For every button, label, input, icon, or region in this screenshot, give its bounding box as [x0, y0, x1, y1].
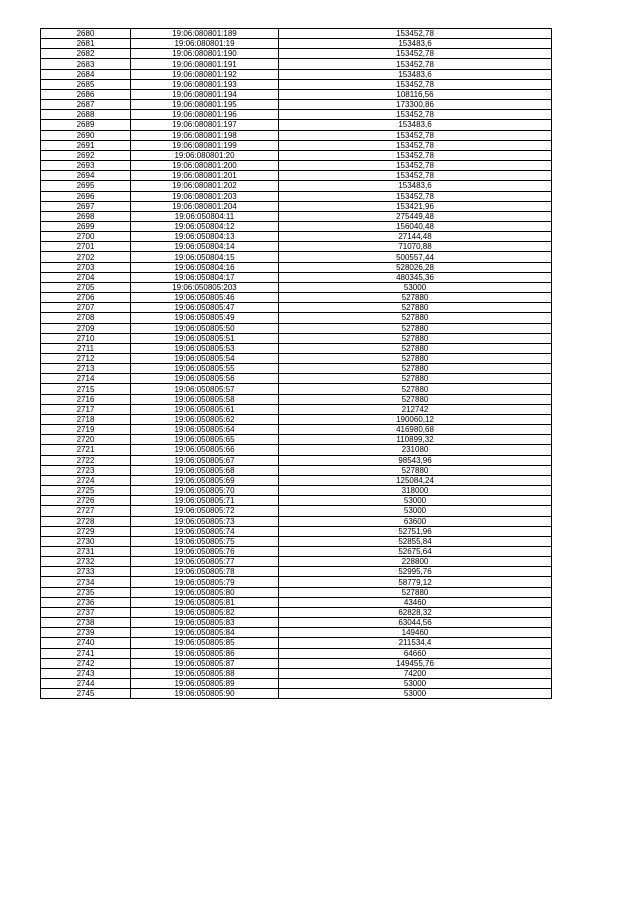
cadastral-number-cell: 19:06:050805:74 [131, 526, 279, 536]
cadastral-number-cell: 19:06:080801:202 [131, 181, 279, 191]
row-number-cell: 2735 [41, 587, 131, 597]
value-cell: 71070,88 [279, 242, 552, 252]
row-number-cell: 2720 [41, 435, 131, 445]
cadastral-number-cell: 19:06:050805:77 [131, 557, 279, 567]
value-cell: 231080 [279, 445, 552, 455]
table-row [41, 384, 552, 394]
value-cell: 153483,6 [279, 120, 552, 130]
row-number-cell: 2696 [41, 191, 131, 201]
value-cell: 527880 [279, 364, 552, 374]
cadastral-number-cell: 19:06:050805:65 [131, 435, 279, 445]
cadastral-number-cell: 19:06:080801:203 [131, 191, 279, 201]
value-cell: 52751,96 [279, 526, 552, 536]
table-row [41, 69, 552, 79]
row-number-cell: 2722 [41, 455, 131, 465]
value-cell: 64660 [279, 648, 552, 658]
table-row [41, 435, 552, 445]
row-number-cell: 2713 [41, 364, 131, 374]
table-body [41, 29, 552, 699]
table-row [41, 333, 552, 343]
value-cell: 153452,78 [279, 191, 552, 201]
table-row [41, 404, 552, 414]
cadastral-number-cell: 19:06:050805:56 [131, 374, 279, 384]
row-number-cell: 2744 [41, 679, 131, 689]
cadastral-number-cell: 19:06:050805:90 [131, 689, 279, 699]
row-number-cell: 2736 [41, 597, 131, 607]
row-number-cell: 2743 [41, 668, 131, 678]
row-number-cell: 2738 [41, 618, 131, 628]
table-row [41, 89, 552, 99]
cadastral-number-cell: 19:06:050805:46 [131, 293, 279, 303]
table-row [41, 455, 552, 465]
row-number-cell: 2692 [41, 150, 131, 160]
value-cell: 153483,6 [279, 39, 552, 49]
cadastral-number-cell: 19:06:050805:82 [131, 607, 279, 617]
row-number-cell: 2714 [41, 374, 131, 384]
cadastral-number-cell: 19:06:080801:199 [131, 140, 279, 150]
cadastral-number-cell: 19:06:050805:79 [131, 577, 279, 587]
value-cell: 153452,78 [279, 110, 552, 120]
value-cell: 153452,78 [279, 79, 552, 89]
table-row [41, 313, 552, 323]
row-number-cell: 2682 [41, 49, 131, 59]
value-cell: 527880 [279, 394, 552, 404]
row-number-cell: 2708 [41, 313, 131, 323]
row-number-cell: 2691 [41, 140, 131, 150]
table-row [41, 201, 552, 211]
row-number-cell: 2724 [41, 475, 131, 485]
table-row [41, 211, 552, 221]
table-row [41, 242, 552, 252]
row-number-cell: 2681 [41, 39, 131, 49]
row-number-cell: 2717 [41, 404, 131, 414]
value-cell: 527880 [279, 313, 552, 323]
row-number-cell: 2698 [41, 211, 131, 221]
row-number-cell: 2690 [41, 130, 131, 140]
table-row [41, 140, 552, 150]
table-row [41, 232, 552, 242]
row-number-cell: 2701 [41, 242, 131, 252]
cadastral-number-cell: 19:06:050805:85 [131, 638, 279, 648]
value-cell: 74200 [279, 668, 552, 678]
table-row [41, 648, 552, 658]
cadastral-number-cell: 19:06:080801:201 [131, 171, 279, 181]
cadastral-number-cell: 19:06:080801:189 [131, 29, 279, 39]
row-number-cell: 2729 [41, 526, 131, 536]
row-number-cell: 2737 [41, 607, 131, 617]
row-number-cell: 2687 [41, 100, 131, 110]
row-number-cell: 2695 [41, 181, 131, 191]
table-row [41, 506, 552, 516]
value-cell: 149455,76 [279, 658, 552, 668]
cadastral-number-cell: 19:06:050804:14 [131, 242, 279, 252]
row-number-cell: 2683 [41, 59, 131, 69]
table-row [41, 150, 552, 160]
row-number-cell: 2719 [41, 425, 131, 435]
table-row [41, 496, 552, 506]
cadastral-number-cell: 19:06:050805:83 [131, 618, 279, 628]
value-cell: 149460 [279, 628, 552, 638]
cadastral-number-cell: 19:06:050805:80 [131, 587, 279, 597]
row-number-cell: 2689 [41, 120, 131, 130]
cadastral-number-cell: 19:06:050805:72 [131, 506, 279, 516]
value-cell: 53000 [279, 496, 552, 506]
cadastral-number-cell: 19:06:050805:61 [131, 404, 279, 414]
row-number-cell: 2693 [41, 161, 131, 171]
table-row [41, 597, 552, 607]
cadastral-number-cell: 19:06:050805:57 [131, 384, 279, 394]
table-row [41, 303, 552, 313]
table-row [41, 465, 552, 475]
table-row [41, 546, 552, 556]
cadastral-number-cell: 19:06:050805:73 [131, 516, 279, 526]
value-cell: 318000 [279, 486, 552, 496]
cadastral-number-cell: 19:06:050805:53 [131, 343, 279, 353]
table-row [41, 29, 552, 39]
cadastral-number-cell: 19:06:050805:54 [131, 354, 279, 364]
value-cell: 153452,78 [279, 171, 552, 181]
table-row [41, 272, 552, 282]
value-cell: 153452,78 [279, 140, 552, 150]
table-row [41, 221, 552, 231]
cadastral-number-cell: 19:06:050805:71 [131, 496, 279, 506]
row-number-cell: 2731 [41, 546, 131, 556]
cadastral-number-cell: 19:06:080801:200 [131, 161, 279, 171]
table-row [41, 689, 552, 699]
value-cell: 527880 [279, 374, 552, 384]
value-cell: 527880 [279, 465, 552, 475]
value-cell: 153452,78 [279, 161, 552, 171]
value-cell: 63044,56 [279, 618, 552, 628]
value-cell: 190060,12 [279, 414, 552, 424]
table-row [41, 587, 552, 597]
table-row [41, 49, 552, 59]
cadastral-number-cell: 19:06:050805:203 [131, 282, 279, 292]
value-cell: 53000 [279, 506, 552, 516]
table-row [41, 191, 552, 201]
table-row [41, 567, 552, 577]
cadastral-number-cell: 19:06:050805:75 [131, 536, 279, 546]
value-cell: 156040,48 [279, 221, 552, 231]
row-number-cell: 2706 [41, 293, 131, 303]
row-number-cell: 2699 [41, 221, 131, 231]
table-row [41, 638, 552, 648]
value-cell: 110899,32 [279, 435, 552, 445]
data-table [40, 28, 552, 699]
table-row [41, 577, 552, 587]
cadastral-number-cell: 19:06:050805:67 [131, 455, 279, 465]
value-cell: 52995,76 [279, 567, 552, 577]
row-number-cell: 2703 [41, 262, 131, 272]
cadastral-number-cell: 19:06:050804:16 [131, 262, 279, 272]
row-number-cell: 2715 [41, 384, 131, 394]
row-number-cell: 2711 [41, 343, 131, 353]
cadastral-number-cell: 19:06:050805:66 [131, 445, 279, 455]
table-row [41, 425, 552, 435]
cadastral-number-cell: 19:06:080801:194 [131, 89, 279, 99]
table-row [41, 658, 552, 668]
table-row [41, 79, 552, 89]
row-number-cell: 2718 [41, 414, 131, 424]
cadastral-number-cell: 19:06:080801:195 [131, 100, 279, 110]
row-number-cell: 2686 [41, 89, 131, 99]
value-cell: 153452,78 [279, 29, 552, 39]
table-row [41, 414, 552, 424]
row-number-cell: 2732 [41, 557, 131, 567]
value-cell: 53000 [279, 689, 552, 699]
row-number-cell: 2728 [41, 516, 131, 526]
table-row [41, 679, 552, 689]
row-number-cell: 2700 [41, 232, 131, 242]
cadastral-number-cell: 19:06:050805:50 [131, 323, 279, 333]
table-row [41, 557, 552, 567]
table-row [41, 181, 552, 191]
row-number-cell: 2712 [41, 354, 131, 364]
row-number-cell: 2680 [41, 29, 131, 39]
row-number-cell: 2705 [41, 282, 131, 292]
value-cell: 480345,36 [279, 272, 552, 282]
value-cell: 527880 [279, 293, 552, 303]
cadastral-number-cell: 19:06:080801:192 [131, 69, 279, 79]
table-row [41, 59, 552, 69]
row-number-cell: 2702 [41, 252, 131, 262]
value-cell: 153421,96 [279, 201, 552, 211]
value-cell: 500557,44 [279, 252, 552, 262]
row-number-cell: 2740 [41, 638, 131, 648]
cadastral-number-cell: 19:06:050805:62 [131, 414, 279, 424]
row-number-cell: 2725 [41, 486, 131, 496]
value-cell: 43460 [279, 597, 552, 607]
cadastral-number-cell: 19:06:080801:197 [131, 120, 279, 130]
row-number-cell: 2710 [41, 333, 131, 343]
table-row [41, 171, 552, 181]
row-number-cell: 2741 [41, 648, 131, 658]
value-cell: 62828,32 [279, 607, 552, 617]
cadastral-number-cell: 19:06:050805:78 [131, 567, 279, 577]
table-row [41, 293, 552, 303]
row-number-cell: 2734 [41, 577, 131, 587]
table-row [41, 39, 552, 49]
cadastral-number-cell: 19:06:050804:13 [131, 232, 279, 242]
row-number-cell: 2716 [41, 394, 131, 404]
cadastral-number-cell: 19:06:050804:11 [131, 211, 279, 221]
cadastral-number-cell: 19:06:050805:86 [131, 648, 279, 658]
cadastral-number-cell: 19:06:050805:89 [131, 679, 279, 689]
row-number-cell: 2742 [41, 658, 131, 668]
cadastral-number-cell: 19:06:050805:68 [131, 465, 279, 475]
table-row [41, 526, 552, 536]
table-row [41, 374, 552, 384]
table-row [41, 323, 552, 333]
value-cell: 527880 [279, 333, 552, 343]
value-cell: 228800 [279, 557, 552, 567]
cadastral-number-cell: 19:06:080801:190 [131, 49, 279, 59]
row-number-cell: 2721 [41, 445, 131, 455]
value-cell: 53000 [279, 679, 552, 689]
value-cell: 153452,78 [279, 130, 552, 140]
row-number-cell: 2733 [41, 567, 131, 577]
value-cell: 153483,6 [279, 181, 552, 191]
cadastral-number-cell: 19:06:050805:58 [131, 394, 279, 404]
row-number-cell: 2730 [41, 536, 131, 546]
value-cell: 416980,68 [279, 425, 552, 435]
row-number-cell: 2727 [41, 506, 131, 516]
table-row [41, 130, 552, 140]
cadastral-number-cell: 19:06:050804:12 [131, 221, 279, 231]
row-number-cell: 2697 [41, 201, 131, 211]
value-cell: 212742 [279, 404, 552, 414]
table-row [41, 628, 552, 638]
value-cell: 527880 [279, 587, 552, 597]
value-cell: 27144,48 [279, 232, 552, 242]
value-cell: 125084,24 [279, 475, 552, 485]
value-cell: 527880 [279, 303, 552, 313]
value-cell: 52675,64 [279, 546, 552, 556]
cadastral-number-cell: 19:06:080801:19 [131, 39, 279, 49]
row-number-cell: 2694 [41, 171, 131, 181]
table-row [41, 607, 552, 617]
cadastral-number-cell: 19:06:050804:17 [131, 272, 279, 282]
value-cell: 52855,84 [279, 536, 552, 546]
table-row [41, 445, 552, 455]
cadastral-number-cell: 19:06:050805:81 [131, 597, 279, 607]
cadastral-number-cell: 19:06:080801:198 [131, 130, 279, 140]
value-cell: 275449,48 [279, 211, 552, 221]
table-row [41, 516, 552, 526]
value-cell: 527880 [279, 354, 552, 364]
cadastral-number-cell: 19:06:050805:69 [131, 475, 279, 485]
cadastral-number-cell: 19:06:080801:193 [131, 79, 279, 89]
value-cell: 153483,6 [279, 69, 552, 79]
table-row [41, 668, 552, 678]
cadastral-number-cell: 19:06:050805:47 [131, 303, 279, 313]
value-cell: 527880 [279, 323, 552, 333]
table-row [41, 262, 552, 272]
table-row [41, 354, 552, 364]
cadastral-number-cell: 19:06:050805:76 [131, 546, 279, 556]
cadastral-number-cell: 19:06:050805:64 [131, 425, 279, 435]
cadastral-number-cell: 19:06:050805:51 [131, 333, 279, 343]
cadastral-number-cell: 19:06:080801:191 [131, 59, 279, 69]
table-row [41, 486, 552, 496]
table-row [41, 536, 552, 546]
value-cell: 108116,56 [279, 89, 552, 99]
value-cell: 53000 [279, 282, 552, 292]
value-cell: 527880 [279, 384, 552, 394]
table-row [41, 394, 552, 404]
value-cell: 173300,86 [279, 100, 552, 110]
value-cell: 153452,78 [279, 59, 552, 69]
row-number-cell: 2688 [41, 110, 131, 120]
table-row [41, 120, 552, 130]
table-row [41, 364, 552, 374]
row-number-cell: 2684 [41, 69, 131, 79]
cadastral-number-cell: 19:06:050805:84 [131, 628, 279, 638]
value-cell: 527880 [279, 343, 552, 353]
row-number-cell: 2685 [41, 79, 131, 89]
cadastral-number-cell: 19:06:050805:70 [131, 486, 279, 496]
row-number-cell: 2707 [41, 303, 131, 313]
value-cell: 153452,78 [279, 49, 552, 59]
table-row [41, 618, 552, 628]
value-cell: 153452,78 [279, 150, 552, 160]
row-number-cell: 2745 [41, 689, 131, 699]
row-number-cell: 2704 [41, 272, 131, 282]
cadastral-number-cell: 19:06:050805:87 [131, 658, 279, 668]
table-row [41, 252, 552, 262]
table-row [41, 343, 552, 353]
cadastral-number-cell: 19:06:050805:88 [131, 668, 279, 678]
cadastral-number-cell: 19:06:050805:49 [131, 313, 279, 323]
row-number-cell: 2709 [41, 323, 131, 333]
value-cell: 63600 [279, 516, 552, 526]
row-number-cell: 2726 [41, 496, 131, 506]
value-cell: 528026,28 [279, 262, 552, 272]
cadastral-number-cell: 19:06:080801:20 [131, 150, 279, 160]
table-row [41, 161, 552, 171]
cadastral-number-cell: 19:06:050804:15 [131, 252, 279, 262]
table-row [41, 475, 552, 485]
row-number-cell: 2723 [41, 465, 131, 475]
cadastral-number-cell: 19:06:080801:196 [131, 110, 279, 120]
value-cell: 211534,4 [279, 638, 552, 648]
value-cell: 98543,96 [279, 455, 552, 465]
table-row [41, 282, 552, 292]
cadastral-number-cell: 19:06:050805:55 [131, 364, 279, 374]
cadastral-number-cell: 19:06:080801:204 [131, 201, 279, 211]
table-row [41, 110, 552, 120]
row-number-cell: 2739 [41, 628, 131, 638]
table-row [41, 100, 552, 110]
value-cell: 58779,12 [279, 577, 552, 587]
